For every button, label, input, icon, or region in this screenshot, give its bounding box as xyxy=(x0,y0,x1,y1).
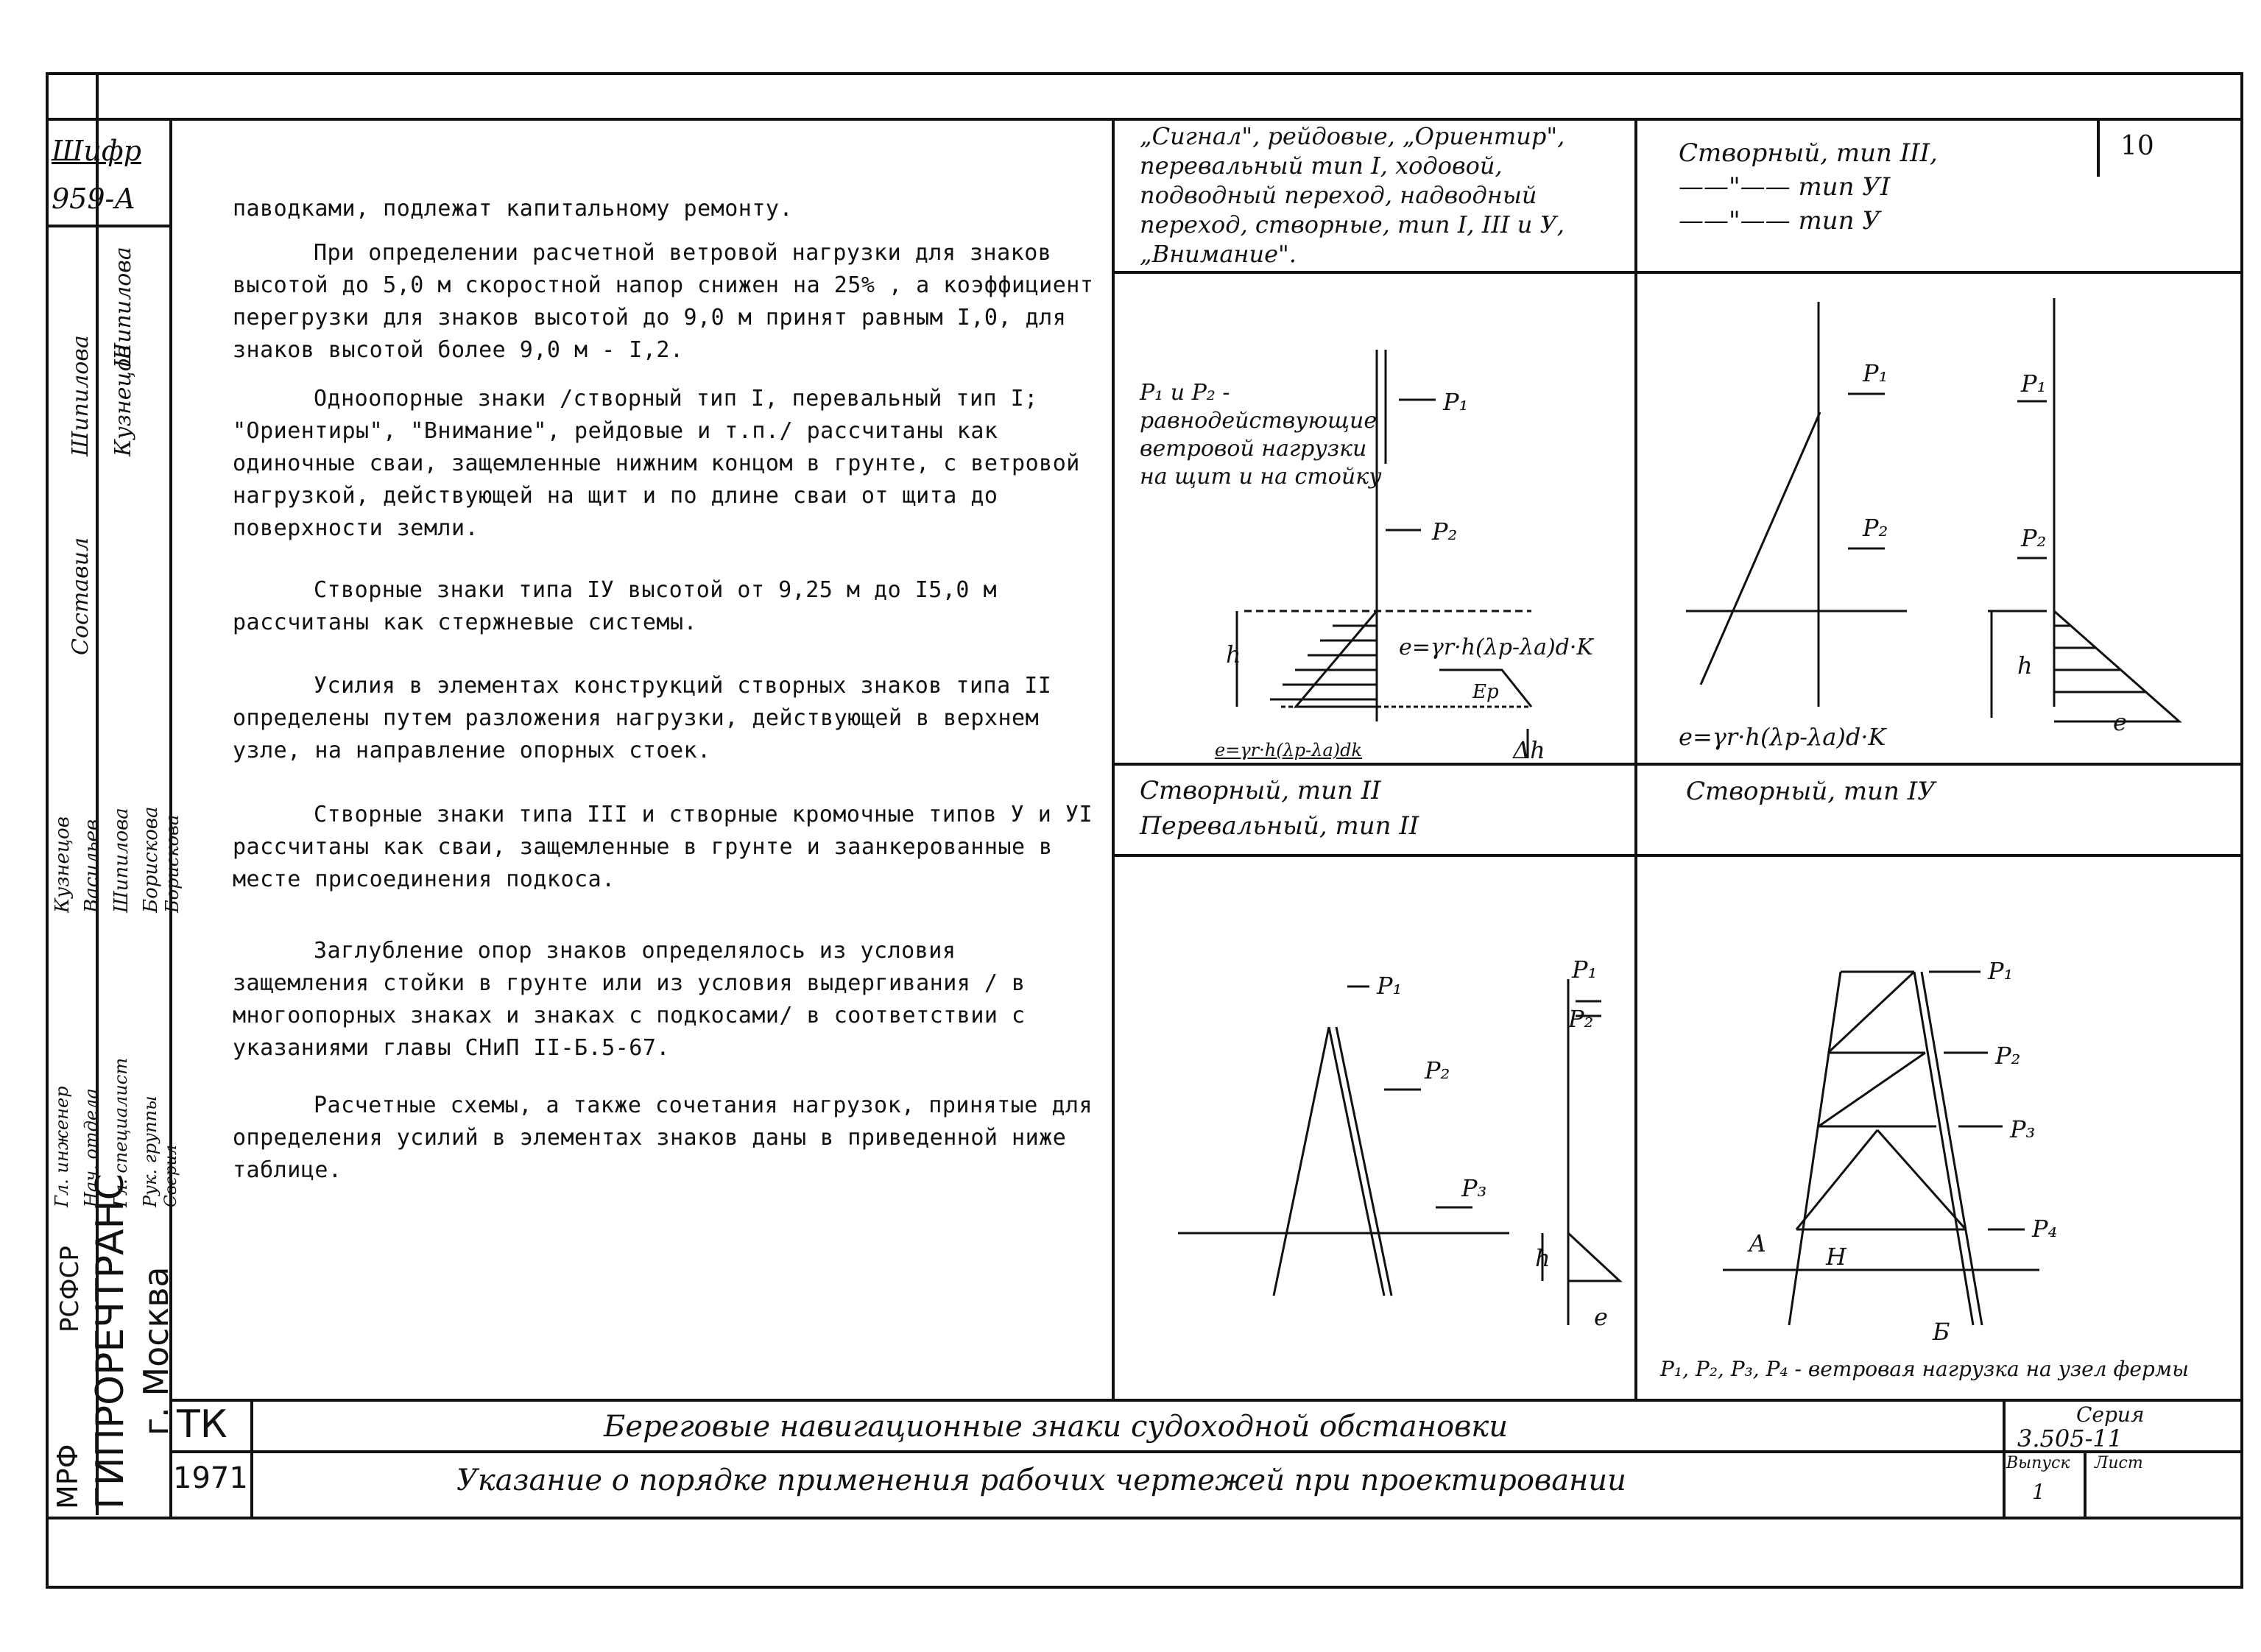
paragraph-6: Створные знаки типа III и створные кромочные типов У и УI рассчитаны как сваи, защемленные в грунте и заанкерованные в месте присоединения подкоса. xyxy=(233,802,1093,892)
stamp-role-4: Рук. группы xyxy=(140,1095,161,1207)
series-label: Серия xyxy=(2076,1402,2145,1427)
titleblock-top xyxy=(169,1399,2243,1402)
paragraph-3: Одноопорные знаки /створный тип I, перевальный тип I; "Ориентиры", "Внимание", рейдовые и т.п./ рассчитаны как одиночные сваи, защемленные нижним концом в грунте, с ветровой нагрузкой, действующей на щит и по длине сваи от щита до поверхности земли. xyxy=(233,386,1080,541)
cell4-heading: Створный, тип IУ xyxy=(1686,777,1936,806)
svg-text:h: h xyxy=(1226,640,1241,668)
stamp-name-2: Васильев xyxy=(81,819,103,913)
svg-text:P₂: P₂ xyxy=(2021,524,2047,552)
page-number: 10 xyxy=(2120,131,2154,161)
svg-text:h: h xyxy=(1535,1244,1551,1272)
cipher-value: 959-А xyxy=(52,183,136,215)
stamp-name-5: Борискова xyxy=(162,814,183,913)
svg-text:P₃: P₃ xyxy=(1461,1174,1487,1202)
svg-text:P₁: P₁ xyxy=(2021,370,2047,398)
svg-text:P₂: P₂ xyxy=(1995,1042,2021,1070)
cipher-label: Шифр xyxy=(52,135,141,167)
svg-text:e: e xyxy=(1594,1303,1608,1331)
titleblock-vdiv-2 xyxy=(2003,1399,2006,1517)
stamp-role-1: Гл. инженер xyxy=(52,1086,72,1207)
cell2-formula: e=γr·h(λp-λa)d·K xyxy=(1679,723,1886,751)
stamp-top-name-3: Шипилова xyxy=(110,247,136,368)
issue-value: 1 xyxy=(2032,1480,2045,1504)
titleblock-title-2: Указание о порядке применения рабочих чертежей при проектировании xyxy=(456,1464,1626,1497)
paragraph-4: Створные знаки типа IУ высотой от 9,25 м до I5,0 м рассчитаны как стержневые системы. xyxy=(233,577,998,635)
svg-text:Δh: Δh xyxy=(1513,736,1545,764)
svg-text:P₂: P₂ xyxy=(1432,518,1458,546)
svg-text:А: А xyxy=(1749,1229,1767,1257)
titleblock-title-1: Береговые навигационные знаки судоходной обстановки xyxy=(604,1410,1508,1444)
svg-text:H: H xyxy=(1826,1243,1846,1271)
titleblock-year: 1971 xyxy=(173,1461,248,1495)
stamp-role-3: Гл. специалист xyxy=(110,1058,131,1207)
cell1-note: P₁ и P₂ - равнодействующие ветровой нагрузки на щит и на стойку xyxy=(1140,380,1382,490)
cell1-formula-bottom: e=γr·h(λp-λa)dk xyxy=(1215,740,1363,760)
issue-label: Выпуск xyxy=(2006,1454,2070,1472)
stamp-city: г. Москва xyxy=(136,1266,176,1436)
titleblock-vdiv-1 xyxy=(250,1399,253,1517)
titleblock-vdiv-3 xyxy=(2084,1450,2087,1517)
cell3-heading: Створный, тип II Перевальный, тип II xyxy=(1140,776,1419,841)
paragraph-5: Усилия в элементах конструкций створных знаков типа II определены путем разложения нагрузки, действующей в верхнем узле, на направление опорных стоек. xyxy=(233,673,1052,763)
stamp-name-1: Кузнецов xyxy=(52,816,74,913)
stamp-name-4: Борискова xyxy=(140,806,162,913)
paragraph-2: При определении расчетной ветровой нагрузки для знаков высотой до 5,0 м скоростной напор снижен на 25% , а коэффициент перегрузки для знаков высотой до 9,0 м принят равным I,0, для знаков высотой более 9,0 м - I,2. xyxy=(233,240,1094,363)
svg-text:P₁: P₁ xyxy=(1443,388,1469,416)
svg-text:P₃: P₃ xyxy=(2010,1115,2036,1143)
stamp-top-name-1: Шипилова xyxy=(68,335,94,456)
paragraph-1: паводками, подлежат капитальному ремонту. xyxy=(233,196,794,222)
cell1-heading: „Сигнал", рейдовые, „Ориентир", перевальный тип I, ходовой, подводный переход, надводный переход, створные, тип I, III и У, „Внимание". xyxy=(1140,122,1565,268)
svg-text:P₁: P₁ xyxy=(1863,359,1888,387)
svg-text:P₁: P₁ xyxy=(1988,957,2014,985)
titleblock-mid xyxy=(169,1450,2243,1453)
sheet-label: Лист xyxy=(2095,1454,2143,1472)
stamp-top-name-2: Кузнецов xyxy=(110,345,136,456)
stamp-org-name: ГИПРОРЕЧТРАНС xyxy=(88,1173,133,1509)
titleblock-tk: ТК xyxy=(177,1402,227,1447)
stamp-name-3: Шипилова xyxy=(110,808,133,913)
svg-text:P₄: P₄ xyxy=(2032,1215,2058,1243)
svg-text:e: e xyxy=(2113,708,2127,736)
series-value: 3.505-11 xyxy=(2017,1425,2123,1452)
cell1-formula-e: e=γr·h(λp-λa)d·K xyxy=(1399,635,1593,660)
stamp-org-rsfsr: РСФСР xyxy=(55,1246,85,1332)
cell2-heading: Створный, тип III, ——"—— тип УI ——"—— тип У xyxy=(1679,138,1938,236)
cell4-note: P₁, P₂, P₃, P₄ - ветровая нагрузка на узел фермы xyxy=(1660,1357,2189,1381)
paragraph-7: Заглубление опор знаков определялось из условия защемления стойки в грунте или из условия выдергивания / в многоопорных знаках и знаках с подкосами/ в соответствии с указаниями главы СНиП II-Б.5-67. xyxy=(233,938,1026,1061)
stamp-role-5: Сверил xyxy=(162,1145,180,1207)
svg-text:P₂: P₂ xyxy=(1568,1005,1594,1033)
stamp-top-role: Составил xyxy=(68,537,94,655)
paragraph-8: Расчетные схемы, а также сочетания нагрузок, принятые для определения усилий в элементах знаков даны в приведенной ниже таблице. xyxy=(233,1092,1093,1183)
svg-text:Б: Б xyxy=(1933,1318,1950,1346)
stamp-org-mrf: МРФ xyxy=(52,1444,84,1509)
svg-text:P₁: P₁ xyxy=(1377,972,1403,1000)
cell1-ep: Ep xyxy=(1472,681,1499,703)
svg-text:P₂: P₂ xyxy=(1863,514,1888,542)
svg-text:P₂: P₂ xyxy=(1425,1056,1450,1084)
stamp-role-2: Нач. отдела xyxy=(81,1088,102,1207)
svg-text:P₁: P₁ xyxy=(1572,956,1598,984)
svg-text:h: h xyxy=(2017,652,2033,679)
